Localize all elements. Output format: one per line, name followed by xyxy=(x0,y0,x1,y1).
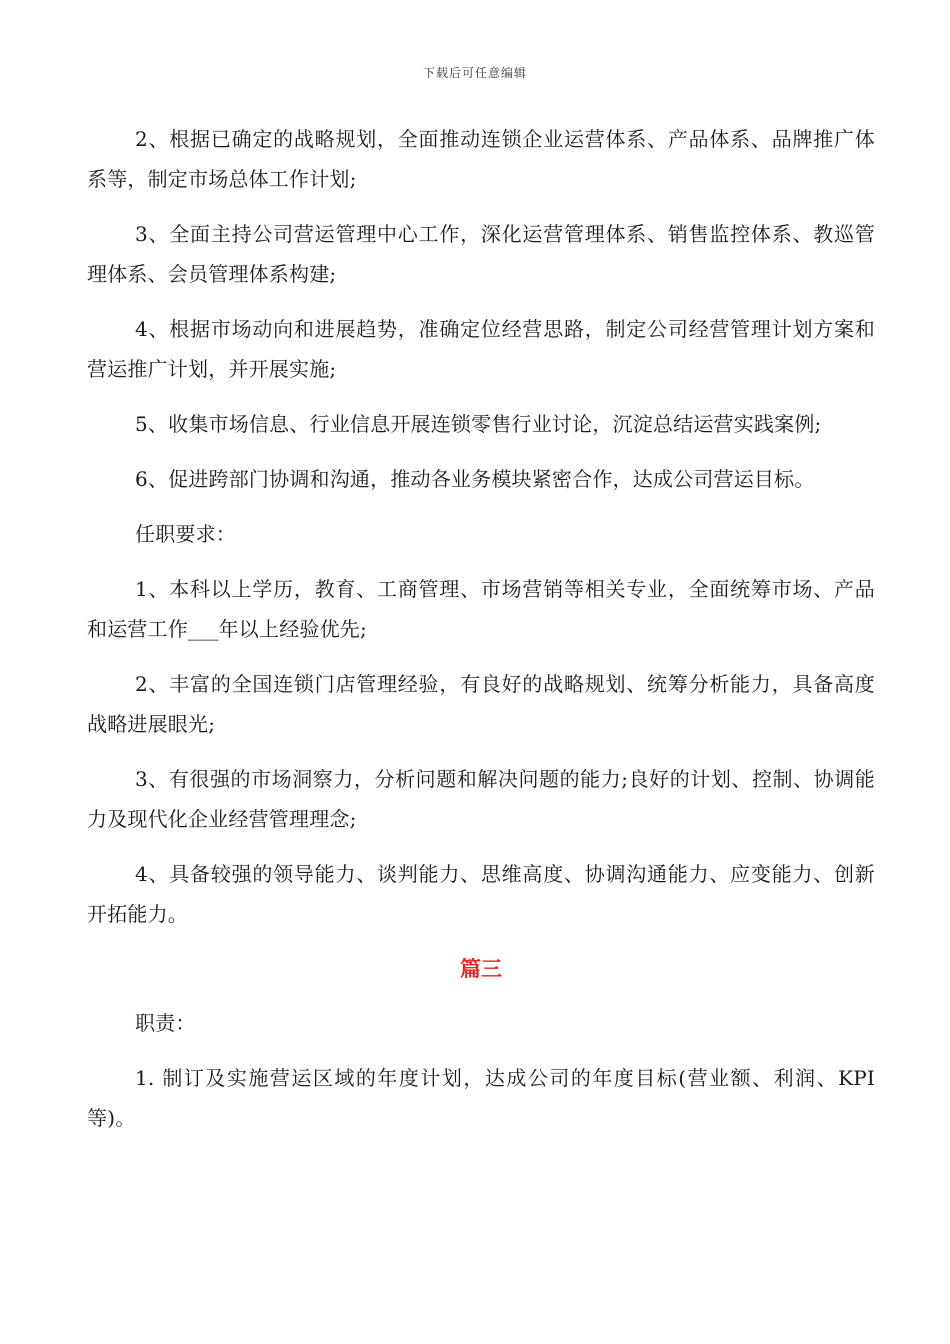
paragraph: 5、收集市场信息、行业信息开展连锁零售行业讨论，沉淀总结运营实践案例; xyxy=(135,412,822,436)
section-title: 篇三 xyxy=(460,957,502,981)
paragraph: 1. 制订及实施营运区域的年度计划，达成公司的年度目标(营业额、利润、KPI等)。 xyxy=(87,1066,875,1130)
paragraph: 3、有很强的市场洞察力，分析问题和解决问题的能力;良好的计划、控制、协调能力及现代化企业经营管理理念; xyxy=(87,767,875,831)
paragraph: 2、丰富的全国连锁门店管理经验，有良好的战略规划、统筹分析能力，具备高度战略进展眼光; xyxy=(87,672,875,736)
duties-heading: 职责： xyxy=(135,1011,196,1035)
paragraph: 4、具备较强的领导能力、谈判能力、思维高度、协调沟通能力、应变能力、创新开拓能力。 xyxy=(87,862,875,926)
paragraph: 6、促进跨部门协调和沟通，推动各业务模块紧密合作，达成公司营运目标。 xyxy=(135,467,815,491)
paragraph: 2、根据已确定的战略规划，全面推动连锁企业运营体系、产品体系、品牌推广体系等，制定市场总体工作计划; xyxy=(87,127,875,191)
document-body xyxy=(87,119,875,1153)
paragraph: 4、根据市场动向和进展趋势，准确定位经营思路，制定公司经营管理计划方案和营运推广计划，并开展实施; xyxy=(87,317,875,381)
paragraph: 3、全面主持公司营运管理中心工作，深化运营管理体系、销售监控体系、教巡管理体系、会员管理体系构建; xyxy=(87,222,875,286)
header-note: 下载后可任意编辑 xyxy=(422,66,527,80)
paragraph: 1、本科以上学历，教育、工商管理、市场营销等相关专业，全面统筹市场、产品和运营工作___年以上经验优先; xyxy=(87,577,875,641)
requirements-heading: 任职要求： xyxy=(135,522,236,546)
